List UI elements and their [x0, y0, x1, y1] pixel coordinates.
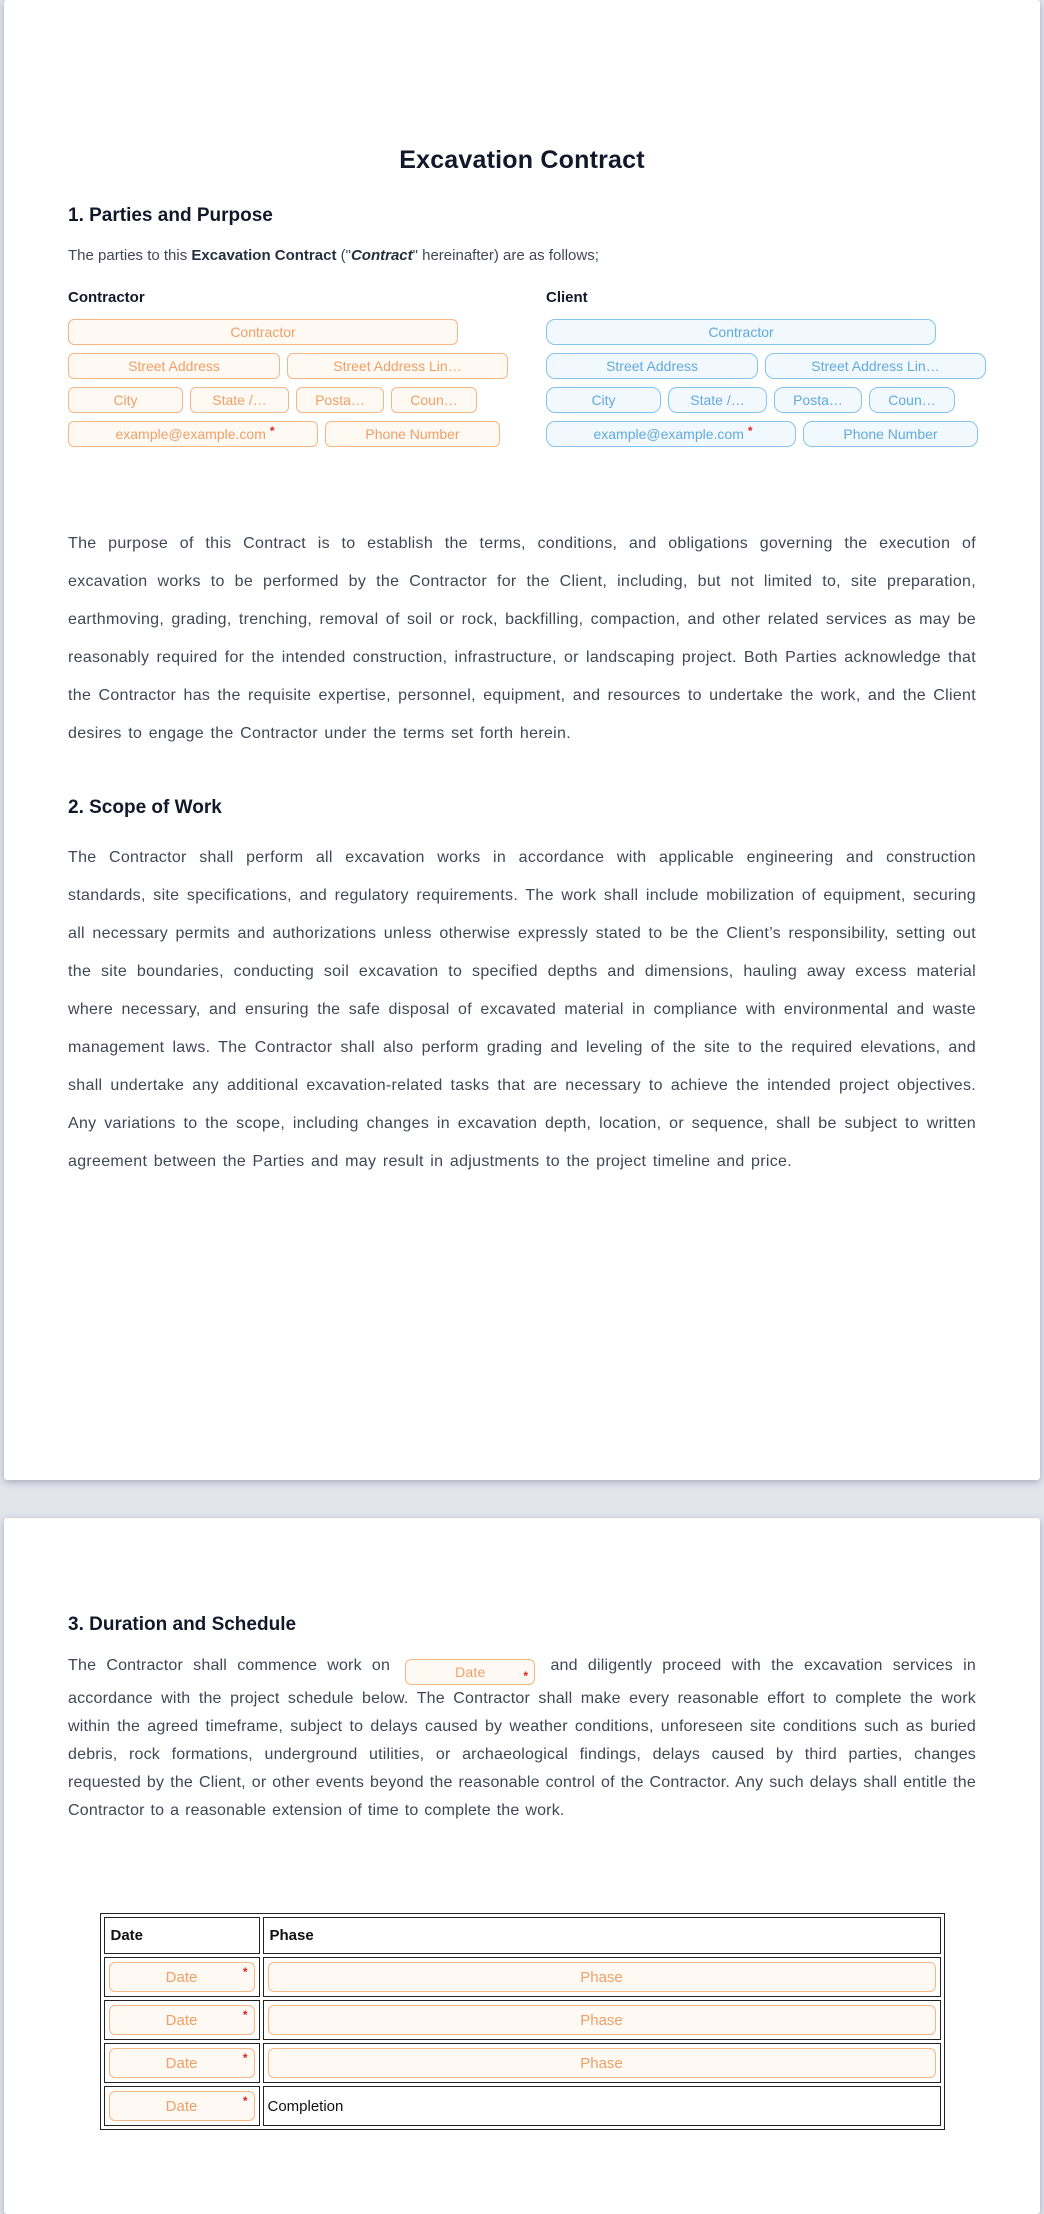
client-state-field[interactable]: State /… [668, 387, 767, 413]
required-asterisk: * [242, 1965, 248, 1979]
duration-text-after: and diligently proceed with the excavation services in accordance with the project schedule below. The Contractor shall make every reasonable effort to complete the work within the agreed timeframe, subject to delays caused by weather conditions, unforeseen site conditions such as buried debris, rock formations, underground utilities, or archaeological findings, delays caused by third parties, changes requested by the Client, or other events beyond the reasonable control of the Contractor. Any such delays shall entitle the Contractor to a reasonable extension of time to complete the work. [68, 1657, 976, 1819]
table-header-row [104, 1917, 941, 1954]
schedule-phase-field-2[interactable]: Phase [268, 2005, 936, 2035]
client-street2-field[interactable]: Street Address Lin… [765, 353, 986, 379]
client-country-field[interactable]: Coun… [869, 387, 955, 413]
contractor-label: Contractor [68, 289, 145, 306]
contractor-state-field[interactable]: State /… [190, 387, 289, 413]
client-street-field[interactable]: Street Address [546, 353, 758, 379]
phase-completion-text: Completion [263, 2086, 941, 2126]
document-title: Excavation Contract [399, 146, 645, 174]
client-phone-field[interactable]: Phone Number [803, 421, 978, 447]
required-asterisk: * [747, 424, 753, 438]
required-asterisk: * [242, 2051, 248, 2065]
duration-paragraph [68, 1652, 976, 1825]
contract-page-2 [4, 1518, 1040, 2214]
required-asterisk: * [523, 1669, 529, 1683]
client-postal-field[interactable]: Posta… [774, 387, 862, 413]
contractor-postal-field[interactable]: Posta… [296, 387, 384, 413]
commencement-date-field[interactable]: Date * [405, 1659, 535, 1685]
parties-columns [68, 289, 976, 455]
table-row [104, 2086, 941, 2126]
section-duration-heading: 3. Duration and Schedule [68, 1614, 297, 1635]
schedule-header-date: Date [104, 1917, 260, 1954]
intro-text: (" [336, 247, 351, 264]
contractor-city-field[interactable]: City [68, 387, 183, 413]
section-parties-heading: 1. Parties and Purpose [68, 205, 273, 226]
schedule-header-phase: Phase [263, 1917, 941, 1954]
section-scope-heading: 2. Scope of Work [68, 797, 222, 818]
intro-text: The parties to this [68, 247, 192, 264]
intro-text: " hereinafter) are as follows; [412, 247, 599, 264]
contractor-email-field[interactable]: example@example.com * [68, 421, 318, 447]
schedule-date-field-2[interactable]: Date * [109, 2005, 255, 2035]
contractor-street-field[interactable]: Street Address [68, 353, 280, 379]
contractor-column [68, 289, 508, 455]
required-asterisk: * [242, 2094, 248, 2108]
client-city-field[interactable]: City [546, 387, 661, 413]
purpose-paragraph: The purpose of this Contract is to establish the terms, conditions, and obligations governing the execution of excavation works to be performed by the Contractor for the Client, including, but not limited to, site preparation, earthmoving, grading, trenching, removal of soil or rock, backfilling, compaction, and other related services as may be reasonably required for the intended construction, infrastructure, or landscaping project. Both Parties acknowledge that the Contractor has the requisite expertise, personnel, equipment, and resources to undertake the work, and the Client desires to engage the Contractor under the terms set forth herein. [68, 535, 976, 742]
scope-paragraph: The Contractor shall perform all excavation works in accordance with applicable engineering and construction standards, site specifications, and regulatory requirements. The work shall include mobilization of equipment, securing all necessary permits and authorizations unless otherwise expressly stated to be the Client’s responsibility, setting out the site boundaries, conducting soil excavation to specified depths and dimensions, hauling away excess material where necessary, and ensuring the safe disposal of excavated material in compliance with environmental and waste management laws. The Contractor shall also perform grading and leveling of the site to the required elevations, and shall undertake any additional excavation-related tasks that are necessary to achieve the intended project objectives. Any variations to the scope, including changes in excavation depth, location, or sequence, shall be subject to written agreement between the Parties and may result in adjustments to the project timeline and price. [68, 849, 976, 1170]
contractor-name-field[interactable]: Contractor [68, 319, 458, 345]
duration-text-before: The Contractor shall commence work on [68, 1657, 391, 1674]
schedule-table [100, 1913, 945, 2130]
schedule-date-field-1[interactable]: Date * [109, 1962, 255, 1992]
required-asterisk: * [269, 424, 275, 438]
table-row [104, 2043, 941, 2083]
required-asterisk: * [242, 2008, 248, 2022]
contractor-country-field[interactable]: Coun… [391, 387, 477, 413]
schedule-date-field-3[interactable]: Date * [109, 2048, 255, 2078]
intro-italic-text: Contract [350, 247, 413, 264]
schedule-phase-field-1[interactable]: Phase [268, 1962, 936, 1992]
contractor-street2-field[interactable]: Street Address Lin… [287, 353, 508, 379]
schedule-phase-field-3[interactable]: Phase [268, 2048, 936, 2078]
parties-intro [68, 245, 976, 267]
client-name-field[interactable]: Contractor [546, 319, 936, 345]
table-row [104, 1957, 941, 1997]
client-label: Client [546, 289, 588, 306]
client-column [546, 289, 986, 455]
schedule-date-field-4[interactable]: Date * [109, 2091, 255, 2121]
intro-bold-text: Excavation Contract [191, 247, 337, 264]
client-email-field[interactable]: example@example.com * [546, 421, 796, 447]
contractor-phone-field[interactable]: Phone Number [325, 421, 500, 447]
contract-page-1 [4, 0, 1040, 1480]
table-row [104, 2000, 941, 2040]
